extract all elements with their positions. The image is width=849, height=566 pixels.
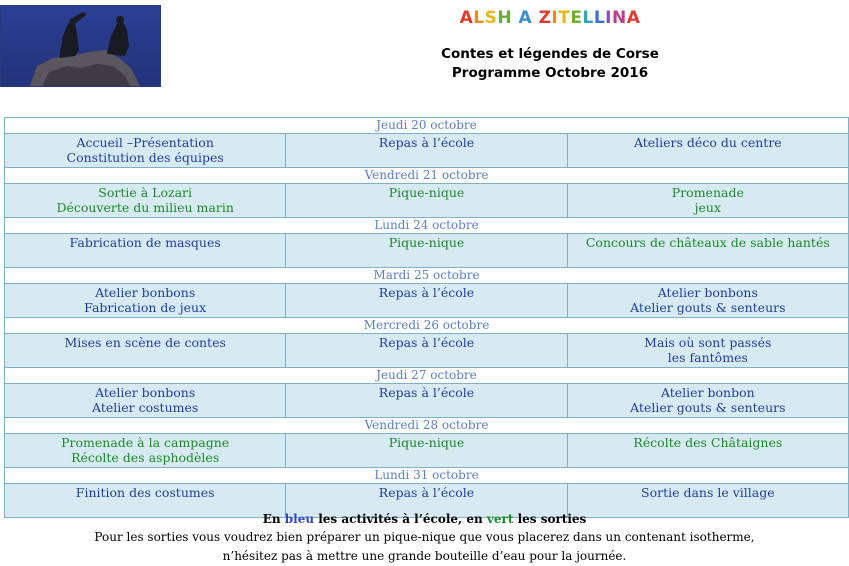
title-letter: I <box>605 8 612 28</box>
activity-text: Promenade à la campagne <box>61 435 230 450</box>
activity-text: Sortie à Lozari <box>98 185 193 200</box>
title-letter: S <box>484 8 498 28</box>
legend-middle: les activités à l’école, en <box>314 512 487 526</box>
activity-text: Repas à l’école <box>378 285 475 300</box>
water-instructions: n’hésitez pas à mettre une grande bouteille d’eau pour la journée. <box>222 549 627 563</box>
activity-text: Pique-nique <box>388 235 465 250</box>
activity-row <box>4 183 849 217</box>
activity-text: Repas à l’école <box>378 485 475 500</box>
activity-cell-lunch <box>286 434 567 467</box>
activity-text: Atelier bonbons <box>657 285 758 300</box>
activity-text: Récolte des asphodèles <box>71 450 220 465</box>
day-header: Jeudi 27 octobre <box>4 367 849 383</box>
subtitle-theme: Contes et légendes de Corse <box>441 46 659 62</box>
activity-cell-afternoon <box>568 334 848 367</box>
activity-text: Atelier bonbon <box>660 385 755 400</box>
activity-text: Atelier bonbons <box>95 385 196 400</box>
schedule-table <box>4 117 849 518</box>
legend-green-word: vert <box>486 512 514 526</box>
title-letter: L <box>473 8 485 28</box>
title-letter: T <box>558 8 571 28</box>
activity-text: Finition des costumes <box>75 485 215 500</box>
activity-text: Fabrication de masques <box>69 235 221 250</box>
activity-cell-lunch <box>286 284 567 317</box>
legend-prefix: En <box>262 512 285 526</box>
activity-text: Promenade <box>671 185 744 200</box>
activity-text: Repas à l’école <box>378 335 475 350</box>
statue-silhouette-image <box>1 6 161 87</box>
activity-text: Constitution des équipes <box>66 150 224 165</box>
subtitle-programme: Programme Octobre 2016 <box>451 65 649 81</box>
day-header: Vendredi 21 octobre <box>4 167 849 183</box>
activity-text: Atelier gouts & senteurs <box>630 300 786 315</box>
activity-cell-morning <box>5 184 286 217</box>
activity-row <box>4 433 849 467</box>
activity-text: Concours de châteaux de sable hantés <box>585 235 830 250</box>
activity-text: jeux <box>694 200 721 215</box>
activity-cell-lunch <box>286 334 567 367</box>
activity-text: Ateliers déco du centre <box>633 135 782 150</box>
activity-text: Repas à l’école <box>378 385 475 400</box>
activity-cell-afternoon <box>568 434 848 467</box>
activity-text: Repas à l’école <box>378 135 475 150</box>
title-letter: N <box>612 8 627 28</box>
activity-cell-afternoon <box>568 384 848 417</box>
activity-cell-lunch <box>286 384 567 417</box>
title-letter: A <box>459 8 474 28</box>
activity-row <box>4 333 849 367</box>
legend-suffix: les sorties <box>513 512 587 526</box>
activity-cell-morning <box>5 334 286 367</box>
activity-text: Récolte des Châtaignes <box>633 435 783 450</box>
activity-cell-morning <box>5 384 286 417</box>
title-letter: H <box>497 8 513 28</box>
picnic-instructions: Pour les sorties vous voudrez bien préparer un pique-nique que vous placerez dans un contenant isotherme, <box>94 530 755 544</box>
activity-text: Découverte du milieu marin <box>56 200 234 215</box>
activity-row <box>4 383 849 417</box>
activity-row <box>4 283 849 317</box>
activity-cell-morning <box>5 234 286 267</box>
day-header: Vendredi 28 octobre <box>4 417 849 433</box>
activity-cell-lunch <box>286 234 567 267</box>
activity-text: Mais où sont passés <box>644 335 772 350</box>
title-letter: I <box>551 8 559 28</box>
activity-row <box>4 233 849 267</box>
logo-image <box>0 5 161 87</box>
day-header: Lundi 31 octobre <box>4 467 849 483</box>
activity-text: les fantômes <box>667 350 748 365</box>
activity-cell-lunch <box>286 134 567 167</box>
title-letter: Z <box>538 8 552 28</box>
activity-text: Fabrication de jeux <box>84 300 207 315</box>
activity-text: Pique-nique <box>388 435 465 450</box>
title-letter: A <box>626 8 641 28</box>
activity-text: Accueil –Présentation <box>76 135 214 150</box>
activity-text: Pique-nique <box>388 185 465 200</box>
activity-text: Mises en scène de contes <box>64 335 226 350</box>
title-letter: E <box>570 8 583 28</box>
day-header: Mercredi 26 octobre <box>4 317 849 333</box>
activity-text: Atelier gouts & senteurs <box>630 400 786 415</box>
activity-cell-morning <box>5 434 286 467</box>
legend-blue-word: bleu <box>284 512 315 526</box>
activity-text: Atelier costumes <box>92 400 199 415</box>
activity-cell-lunch <box>286 184 567 217</box>
activity-text: Atelier bonbons <box>95 285 196 300</box>
title-letter: L <box>593 8 606 28</box>
title-letter: L <box>582 8 594 28</box>
activity-row <box>4 133 849 167</box>
day-header: Lundi 24 octobre <box>4 217 849 233</box>
activity-cell-afternoon <box>568 184 848 217</box>
title-letter: A <box>518 8 533 28</box>
activity-cell-afternoon <box>568 284 848 317</box>
day-header: Jeudi 20 octobre <box>4 117 849 133</box>
color-legend <box>0 512 849 526</box>
day-header: Mardi 25 octobre <box>4 267 849 283</box>
activity-cell-morning <box>5 284 286 317</box>
page-title <box>380 8 720 28</box>
activity-cell-morning <box>5 134 286 167</box>
activity-text: Sortie dans le village <box>641 485 775 500</box>
activity-cell-afternoon <box>568 134 848 167</box>
activity-cell-afternoon <box>568 234 848 267</box>
